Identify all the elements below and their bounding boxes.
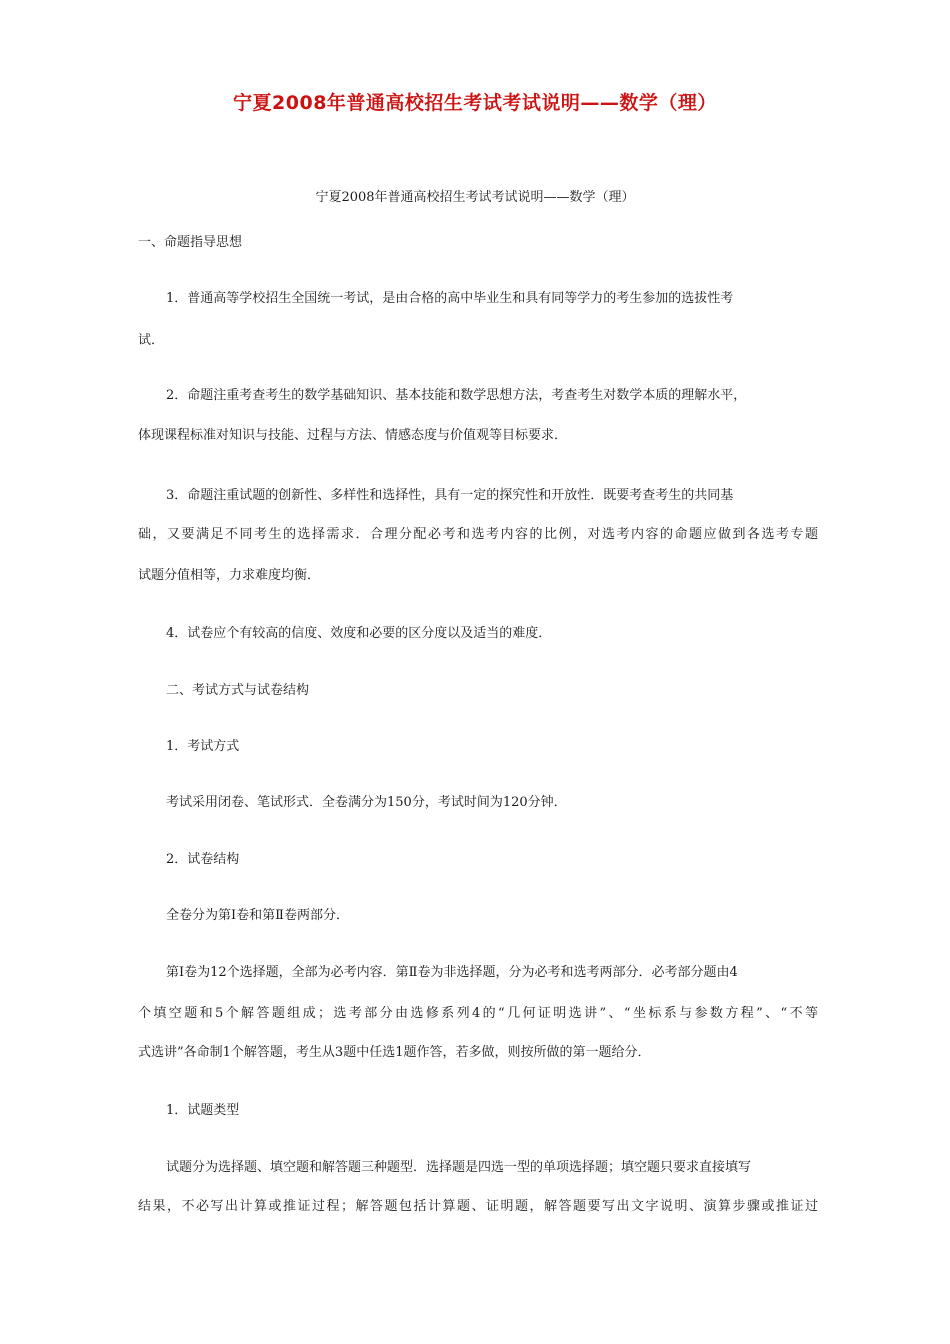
paragraph-line: 试题分值相等，力求难度均衡． [138,568,321,583]
paragraph-line: 考试采用闭卷、笔试形式．全卷满分为150分，考试时间为120分钟． [166,795,567,810]
paragraph-line: 式选讲”各命制1个解答题，考生从3题中任选1题作答，若多做，则按所做的第一题给分． [138,1045,651,1060]
paragraph-line: 4．试卷应个有较高的信度、效度和必要的区分度以及适当的难度． [166,626,552,641]
paragraph-line: 1．普通高等学校招生全国统一考试，是由合格的高中毕业生和具有同等学力的考生参加的选拔性考 [166,291,734,306]
document-title: 宁夏2008年普通高校招生考试考试说明——数学（理） [233,92,717,114]
paragraph-line: 3．命题注重试题的创新性、多样性和选择性，具有一定的探究性和开放性．既要考查考生的共同基 [166,488,734,503]
paragraph-line: 2．命题注重考查考生的数学基础知识、基本技能和数学思想方法，考查考生对数学本质的理解水平， [166,388,747,403]
subsection-heading: 1．考试方式 [166,739,240,754]
paragraph-line: 全卷分为第Ⅰ卷和第Ⅱ卷两部分． [166,908,349,923]
paragraph-line: 础，又要满足不同考生的选择需求．合理分配必考和选考内容的比例，对选考内容的命题应做到各选考专题 [138,527,818,542]
section-heading-1: 一、命题指导思想 [138,235,243,250]
paragraph-line: 个填空题和5个解答题组成；选考部分由选修系列4的“几何证明选讲”、“坐标系与参数方程”、“不等 [138,1006,818,1021]
paragraph-line: 体现课程标准对知识与技能、过程与方法、情感态度与价值观等目标要求． [138,428,568,443]
section-heading-2: 二、考试方式与试卷结构 [166,683,310,698]
subsection-heading: 1．试题类型 [166,1103,240,1118]
document-subtitle: 宁夏2008年普通高校招生考试考试说明——数学（理） [315,190,635,205]
subsection-heading: 2．试卷结构 [166,852,240,867]
paragraph-line: 试题分为选择题、填空题和解答题三种题型．选择题是四选一型的单项选择题；填空题只要求直接填写 [166,1160,752,1175]
paragraph-line: 第Ⅰ卷为12个选择题，全部为必考内容．第Ⅱ卷为非选择题，分为必考和选考两部分．必考部分题由4 [166,965,738,980]
paragraph-line: 试． [138,333,165,348]
paragraph-line: 结果，不必写出计算或推证过程；解答题包括计算题、证明题，解答题要写出文字说明、演算步骤或推证过 [138,1199,818,1214]
